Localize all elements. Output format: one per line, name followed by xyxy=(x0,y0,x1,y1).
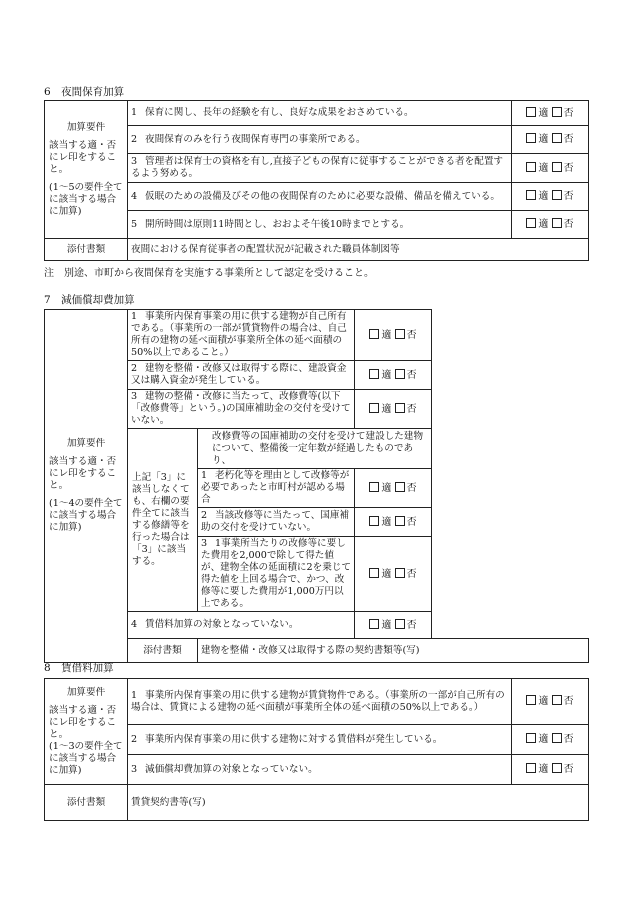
section-7-attachment-text: 建物を整備・改修又は取得する際の契約書類等(写) xyxy=(198,639,589,663)
checkbox-ng[interactable] xyxy=(552,218,562,228)
section-7-sub-lead: 改修費等の国庫補助の交付を受けて建設した建物について、整備後一定年数が経過したものであり、 xyxy=(198,429,432,469)
section-7-item-2: 2 建物を整備・改修又は取得する際に、建設資金又は購入資金が発生している。 xyxy=(128,361,355,390)
section-7-sub-item-2: 2 当該改修等に当たって、国庫補助の交付を受けていない。 xyxy=(198,508,355,537)
checkbox-ng[interactable] xyxy=(395,369,405,379)
section-7-item-3-check[interactable]: 適 否 xyxy=(355,390,432,429)
checkbox-ok[interactable] xyxy=(526,763,536,773)
checkbox-ok[interactable] xyxy=(369,568,379,578)
section-7-item-4: 4 賃借料加算の対象となっていない。 xyxy=(128,612,355,639)
section-6-item-1-check[interactable]: 適 否 xyxy=(512,101,589,126)
section-6-item-2-check[interactable]: 適 否 xyxy=(512,126,589,154)
checkbox-ok[interactable] xyxy=(526,107,536,117)
section-7-item-1-check[interactable]: 適 否 xyxy=(355,310,432,361)
checkbox-ok[interactable] xyxy=(369,619,379,629)
checkbox-ng[interactable] xyxy=(395,516,405,526)
section-8-item-1: 1 事業所内保育事業の用に供する建物が賃貸物件である。（事業所の一部が自己所有の場合は、賃貸による建物の延べ面積が事業所全体の延べ面積の50%以上である。） xyxy=(128,679,512,725)
checkbox-ok[interactable] xyxy=(369,516,379,526)
checkbox-ng[interactable] xyxy=(552,133,562,143)
section-6-item-5-check[interactable]: 適 否 xyxy=(512,211,589,239)
section-8-item-3-check[interactable]: 適 否 xyxy=(512,755,589,785)
section-7-sub-item-2-check[interactable]: 適 否 xyxy=(355,508,432,537)
section-6-item-1: 1 保育に関し、長年の経験を有し、良好な成果をおさめている。 xyxy=(128,101,512,126)
section-6-item-3-check[interactable]: 適 否 xyxy=(512,154,589,183)
section-8-item-3: 3 減価償却費加算の対象となっていない。 xyxy=(128,755,512,785)
section-6-item-3: 3 管理者は保育士の資格を有し,直接子どもの保育に従事することができる者を配置するよう努める。 xyxy=(128,154,512,183)
checkbox-ng[interactable] xyxy=(395,482,405,492)
section-7-item-2-check[interactable]: 適 否 xyxy=(355,361,432,390)
section-8-item-1-check[interactable]: 適 否 xyxy=(512,679,589,725)
section-6-note: 注 別途、市町から夜間保育を実施する事業所として認定を受けること。 xyxy=(44,268,374,279)
section-8-attachment-text: 賃貸契約書等(写) xyxy=(128,785,589,821)
section-7-item-3: 3 建物の整備・改修に当たって、改修費等(以下「改修費等」という。)の国庫補助金の交付を受けていない。 xyxy=(128,390,355,429)
section-6-item-4-check[interactable]: 適 否 xyxy=(512,183,589,211)
section-7-item-4-check[interactable]: 適 否 xyxy=(355,612,432,639)
section-6-requirements-label: 加算要件 該当する適・否にレ印をすること。 (1～5の要件全てに該当する場合に加算) xyxy=(45,101,128,239)
checkbox-ok[interactable] xyxy=(369,369,379,379)
checkbox-ng[interactable] xyxy=(552,733,562,743)
section-8-title: 8 賃借料加算 xyxy=(44,662,114,674)
section-6-item-5: 5 開所時間は原則11時間とし、おおよそ午後10時までとする。 xyxy=(128,211,512,239)
section-7-sub-item-3: 3 1事業所当たりの改修等に要した費用を2,000で除して得た値が、建物全体の延面積に2を乗じて得た値を上回る場合で、かつ、改修等に要した費用が1,000万円以上である。 xyxy=(198,537,355,612)
section-6-title: 6 夜間保育加算 xyxy=(44,86,125,98)
section-6-table xyxy=(44,100,589,261)
section-7-title: 7 減価償却費加算 xyxy=(44,294,135,306)
section-7-sub-condition-label: 上記「3」に該当しなくても、右欄の要件全てに該当する修繕等を行った場合は「3」に該当する。 xyxy=(128,429,198,612)
section-7-sub-item-1-check[interactable]: 適 否 xyxy=(355,469,432,508)
checkbox-ok[interactable] xyxy=(526,162,536,172)
checkbox-ng[interactable] xyxy=(395,568,405,578)
checkbox-ok[interactable] xyxy=(526,218,536,228)
section-7-requirements-label: 加算要件 該当する適・否にレ印をすること。 (1～4の要件全てに該当する場合に加算) xyxy=(45,310,128,663)
section-7-table xyxy=(44,309,589,663)
checkbox-ng[interactable] xyxy=(552,162,562,172)
checkbox-ok[interactable] xyxy=(526,695,536,705)
checkbox-ok[interactable] xyxy=(526,133,536,143)
section-6-attachment-label: 添付書類 xyxy=(45,239,128,261)
section-8-attachment-label: 添付書類 xyxy=(45,785,128,821)
checkbox-ok[interactable] xyxy=(526,190,536,200)
section-6-attachment-text: 夜間における保育従事者の配置状況が記載された職員体制図等 xyxy=(128,239,589,261)
section-8-item-2: 2 事業所内保育事業の用に供する建物に対する賃借料が発生している。 xyxy=(128,725,512,755)
checkbox-ok[interactable] xyxy=(369,403,379,413)
checkbox-ng[interactable] xyxy=(395,619,405,629)
section-7-sub-item-3-check[interactable]: 適 否 xyxy=(355,537,432,612)
checkbox-ng[interactable] xyxy=(552,190,562,200)
section-8-table xyxy=(44,678,589,821)
checkbox-ok[interactable] xyxy=(369,482,379,492)
checkbox-ng[interactable] xyxy=(395,329,405,339)
section-7-sub-item-1: 1 老朽化等を理由として改修等が必要であったと市町村が認める場合 xyxy=(198,469,355,508)
section-7-attachment-label: 添付書類 xyxy=(128,639,198,663)
section-6-item-4: 4 仮眠のための設備及びその他の夜間保育のために必要な設備、備品を備えている。 xyxy=(128,183,512,211)
section-7-item-1: 1 事業所内保育事業の用に供する建物が自己所有である。（事業所の一部が賃貸物件の場合は、自己所有の建物の延べ面積が事業所全体の延べ面積の50%以上であること。） xyxy=(128,310,355,361)
checkbox-ng[interactable] xyxy=(552,763,562,773)
checkbox-ng[interactable] xyxy=(552,695,562,705)
checkbox-ok[interactable] xyxy=(526,733,536,743)
section-6-item-2: 2 夜間保育のみを行う夜間保育専門の事業所である。 xyxy=(128,126,512,154)
section-8-item-2-check[interactable]: 適 否 xyxy=(512,725,589,755)
checkbox-ok[interactable] xyxy=(369,329,379,339)
checkbox-ng[interactable] xyxy=(395,403,405,413)
checkbox-ng[interactable] xyxy=(552,107,562,117)
section-8-requirements-label: 加算要件 該当する適・否にレ印をすること。 (1～3の要件全てに該当する場合に加算) xyxy=(45,679,128,785)
